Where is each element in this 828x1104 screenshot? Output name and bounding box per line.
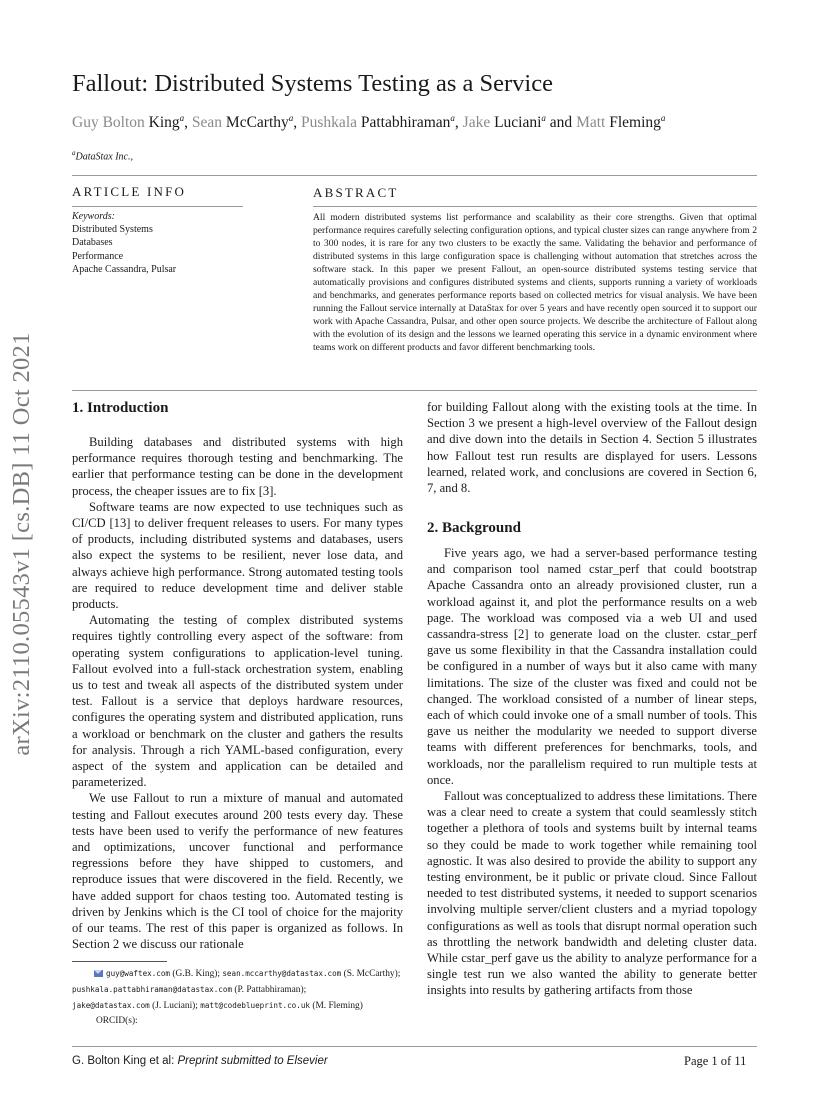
orcid-label: ORCID(s): (96, 1016, 138, 1026)
author-family-name: King (148, 114, 180, 132)
paragraph: Five years ago, we had a server-based performance testing and comparison tool named cstar_perf that could bootstrap Apache Cassandra onto an already provisioned cluster, run a workload against it, and plot the performance results on a web page. The workload was composed via a web UI and used cassandra-stress [2] to generate load on the cluster. cstar_perf gave us some flexibility in that the Cassandra installation could be configured in a number of ways but it also came with many limitations. The size of the cluster was fixed and could not be changed. The workload consisted of a number of linear steps, each of which could invoke one of a small number of tools. This gave us neither the modularity we needed to support diverse teams with different preferences for benchmarks, tools, and workloads, nor the parallelism required to run multiple tests at once. (427, 546, 757, 787)
author-sup: a (450, 113, 455, 123)
affiliation (72, 149, 133, 162)
author-list (72, 113, 665, 132)
author-separator: , (184, 114, 192, 132)
author-name: (J. Luciani); (152, 1001, 198, 1011)
column-right (427, 399, 757, 496)
author-name: (P. Pattabhiraman); (234, 985, 307, 995)
paragraph: Software teams are now expected to use techniques such as CI/CD [13] to deliver frequent releases to users. For many types of products, including distributed systems and databases, users also expect the systems to be resilient, never lose data, and always achieve high performance. Strong automated testing tools are required to reduce development time and deliver stable products. (72, 499, 403, 612)
keyword: Performance (72, 250, 124, 262)
author-given-name: Jake (462, 114, 491, 132)
author-family-name: McCarthy (225, 114, 289, 132)
author-separator: , (454, 114, 463, 132)
affiliation-sup: a (72, 149, 76, 157)
paragraph: Fallout was conceptualized to address these limitations. There was a clear need to create a system that could seamlessly stitch together a plethora of tools and systems built by internal teams so they could be made to work together while remaining tool agnostic. It was also desired to provide the ability to support any testing environment, be it public or private cloud. Since Fallout needed to test distributed systems, it needed to support scenarios involving multiple server/client clusters and a myriad topology configurations as well as tools that disrupt normal operation such as throttling the network bandwidth and deleting cluster data. While cstar_perf gave us the ability to analyze performance for a single test run we also wanted the ability to generate better insights into results by gathering artifacts from those (427, 789, 757, 998)
section-heading-introduction: 1. Introduction (72, 400, 169, 416)
author-sup: a (288, 113, 294, 123)
keywords-block (72, 210, 252, 276)
author-given-name: Guy Bolton (72, 114, 145, 132)
email-link[interactable]: guy@waftex.com (106, 969, 171, 978)
email-link[interactable]: sean.mccarthy@datastax.com (222, 969, 342, 978)
column-left (72, 434, 403, 953)
paper-title: Fallout: Distributed Systems Testing as a Service (72, 70, 553, 97)
affiliation-text: DataStax Inc., (75, 151, 133, 163)
author-family-name: Pattabhiraman (360, 114, 451, 132)
paragraph: for building Fallout along with the existing tools at the time. In Section 3 we present a high-level overview of the Fallout design and dive down into the details in Section 4. Section 5 illustrates how Fallout test run results are displayed for users. Lessons learned, related work, and conclusions are covered in Section 6, 7, and 8. (427, 400, 757, 496)
paragraph: Automating the testing of complex distributed systems requires tightly controlling every aspect of the software: from operating system configurations to application-level tuning. Fallout evolved into a full-stack orchestration system, enabling us to test and tweak all aspects of the distributed system under test. Fallout is a service that deploys hardware resources, configures the operating system and distributed application, runs a workload or benchmark on the cluster and gathers the results for analysis. Through a rich YAML-based configuration, every aspect of the system and application can be detailed and parameterized. (72, 613, 403, 790)
author-name: (M. Fleming) (312, 1001, 363, 1011)
header-rule (72, 175, 757, 176)
author-sup: a (541, 113, 546, 123)
footer-journal: Preprint submitted to Elsevier (177, 1055, 328, 1067)
author-family-name: Fleming (609, 114, 661, 132)
email-link[interactable]: matt@codeblueprint.co.uk (200, 1001, 310, 1010)
abstract-text: All modern distributed systems list performance and scalability as their core strengths. Given that optimal performance requires carefully selecting configuration options, and typical cluster sizes can range anywhere from 2 to 300 nodes, it is rare for any two clusters to be exactly the same. Validating the behavior and performance of distributed systems in this large configuration space is challenging without automation that stretches across the software stack. In this paper we present Fallout, an open-source distributed systems testing service that automatically provisions and configures distributed systems and clients, supports running a variety of workloads and benchmarks, and generates performance reports based on collected metrics for visual analysis. We have been running the Fallout service internally at DataStax for over 5 years and have recently open sourced it to support our work with Apache Cassandra, Pulsar, and other open source projects. We describe the architecture of Fallout along with the evolution of its design and the lessons we learned operating this service in a dynamic environment where teams work on different products and favor different benchmarking tools. (313, 212, 757, 354)
footer-authors: G. Bolton King et al: (72, 1055, 175, 1067)
author-sup: a (660, 113, 666, 123)
article-info-heading: ARTICLE INFO (72, 184, 187, 199)
keyword: Distributed Systems (72, 224, 153, 236)
email-icon (94, 970, 103, 977)
article-info-rule (72, 206, 243, 207)
author-name: (G.B. King); (172, 969, 221, 979)
keyword: Apache Cassandra, Pulsar (72, 263, 177, 275)
column-right-background (427, 545, 757, 999)
abstract-heading: ABSTRACT (313, 185, 399, 200)
author-given-name: Matt (576, 114, 606, 132)
email-link[interactable]: jake@datastax.com (72, 1001, 150, 1010)
author-separator: , (293, 114, 302, 132)
footnote (72, 966, 403, 1029)
footnote-rule (72, 961, 167, 962)
keyword: Databases (72, 237, 113, 249)
paragraph: Building databases and distributed systems with high performance requires thorough testing and benchmarking. The earlier that performance testing can be done in the development process, the cheaper issues are to fix [3]. (72, 435, 403, 498)
author-sup: a (179, 113, 185, 123)
author-separator: and (545, 114, 577, 132)
abstract-rule (313, 206, 757, 207)
email-link[interactable]: pushkala.pattabhiraman@datastax.com (72, 985, 233, 994)
arxiv-stamp-text: arXiv:2110.05543v1 [cs.DB] 11 Oct 2021 (8, 332, 35, 756)
footer-citation (72, 1055, 328, 1067)
author-given-name: Sean (191, 114, 223, 132)
abstract-bottom-rule (72, 390, 757, 391)
paragraph: We use Fallout to run a mixture of manual and automated testing and Fallout executes around 200 tests every day. These tests have been used to verify the performance of new features and optimizations, uncover functional and performance regressions before they have shipped to customers, and reproduce issues that were discovered in the field. Recently, we have added support for chaos testing too. Automated testing is driven by Jenkins which is the CI tool of choice for the majority of our teams. The rest of this paper is organized as follows. In Section 2 we discuss our rationale (72, 791, 403, 952)
author-name: (S. McCarthy); (343, 969, 401, 979)
author-given-name: Pushkala (301, 114, 357, 132)
keywords-label: Keywords: (72, 211, 115, 222)
section-heading-background: 2. Background (427, 520, 521, 536)
footer-rule (72, 1046, 757, 1047)
author-family-name: Luciani (494, 114, 542, 132)
page-number: Page 1 of 11 (684, 1054, 747, 1068)
